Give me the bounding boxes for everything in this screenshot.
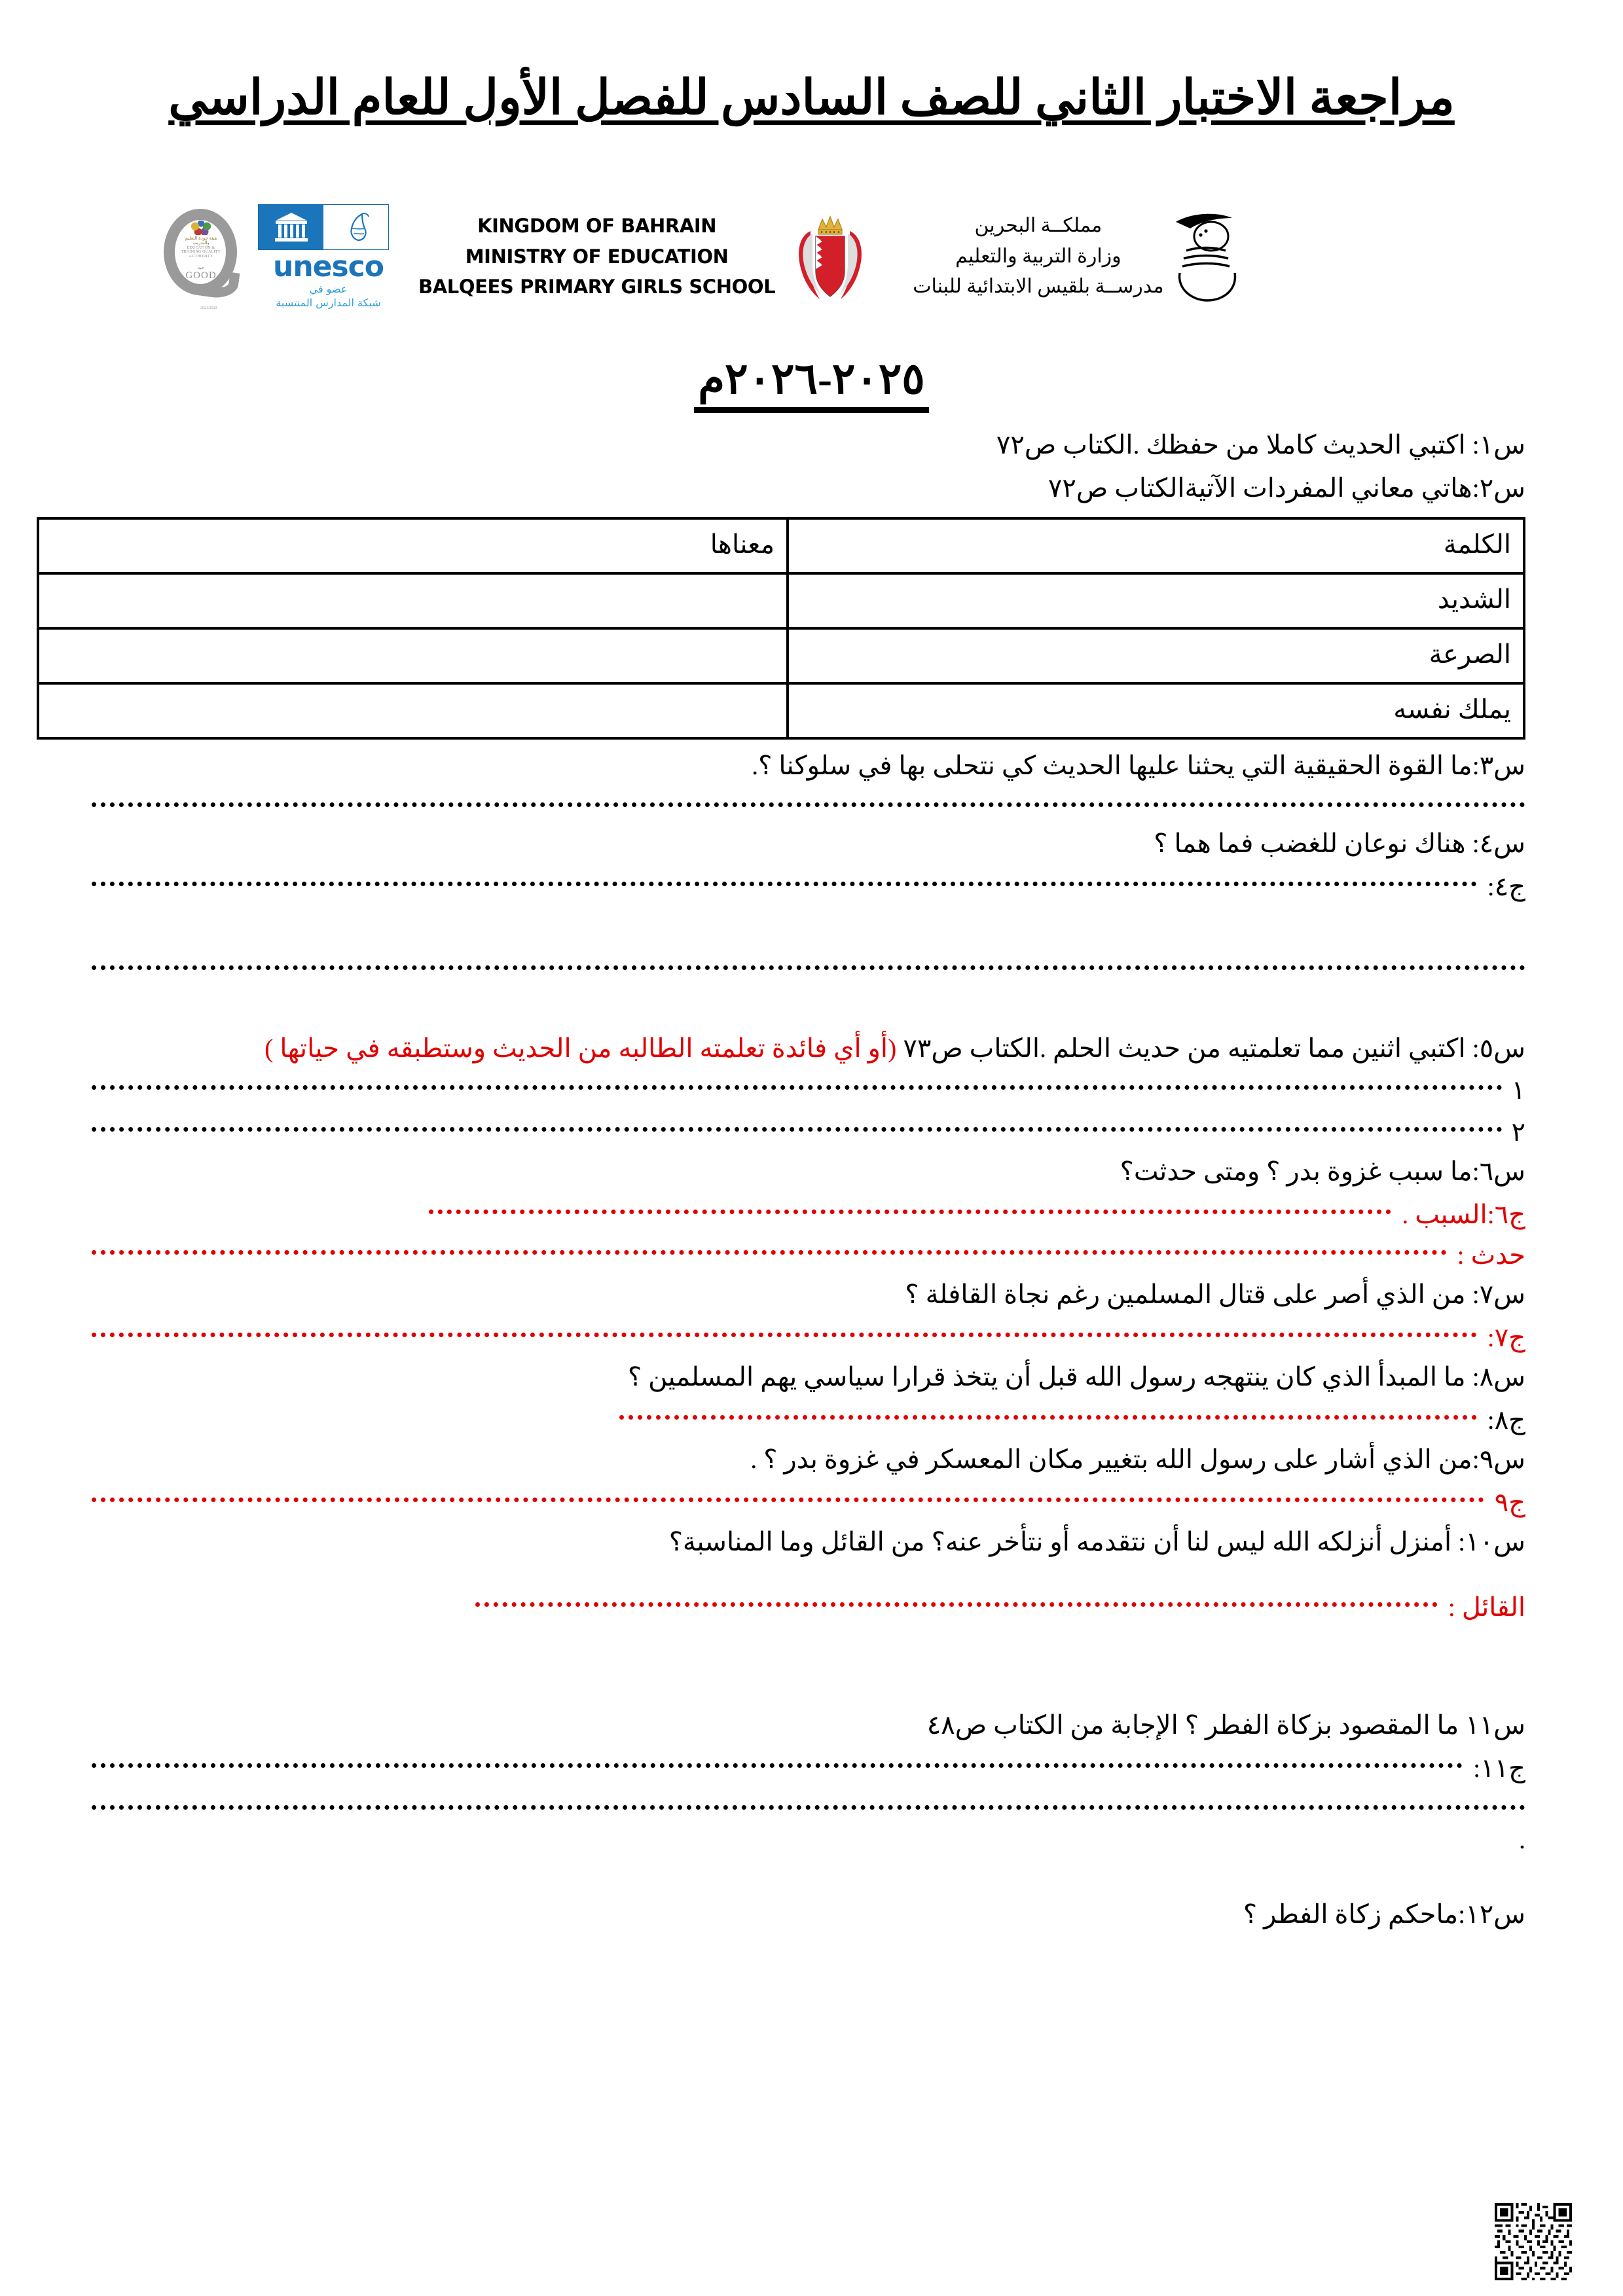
table-row	[38, 683, 1524, 738]
answer-line-q4-extra[interactable]	[92, 965, 1525, 970]
table-cell-word: الصرعة	[788, 628, 1524, 683]
arabic-line-school: مدرســة بلقيس الابتدائية للبنات	[913, 276, 1164, 298]
answer-4-label: ج٤:	[1487, 872, 1525, 901]
question-5-note: (أو أي فائدة تعلمته الطالبه من الحديث وستطبقه في حياتها )	[264, 1033, 897, 1063]
answer-line-q6-reason[interactable]	[429, 1210, 1391, 1214]
arabic-line-kingdom: مملكــة البحرين	[974, 215, 1103, 237]
quality-dots-icon	[191, 221, 211, 235]
answer-6-row	[92, 1195, 1525, 1234]
answer-7-row	[92, 1318, 1525, 1357]
quality-authority-logo	[155, 200, 246, 314]
table-cell-meaning[interactable]	[38, 628, 788, 683]
question-5-item-2-number: ٢	[1511, 1117, 1525, 1147]
quality-rating-arabic: جيد	[197, 264, 205, 270]
table-header-row	[38, 518, 1524, 573]
english-line-school: BALQEES PRIMARY GIRLS SCHOOL	[418, 276, 776, 298]
letterhead	[155, 191, 1438, 322]
english-ministry-block	[418, 211, 775, 303]
arabic-calligraphy-icon	[1164, 207, 1249, 306]
answer-7-label: ج٧:	[1487, 1323, 1525, 1352]
unesco-subtitle-line-2: شبكة المدارس المنتسبة	[276, 296, 381, 309]
table-row	[38, 628, 1524, 683]
answer-line-q5-item-2[interactable]	[92, 1127, 1503, 1132]
question-10: س١٠: أمنزل أنزلكه الله ليس لنا أن نتقدمه أو نتأخر عنه؟ من القائل وما المناسبة؟	[668, 1527, 1525, 1556]
quality-rating-english: GOOD	[185, 270, 217, 281]
answer-8-row	[92, 1401, 1525, 1440]
qr-code-icon	[1495, 2203, 1572, 2280]
answer-line-q5-item-1[interactable]	[92, 1085, 1503, 1090]
answer-line-q11[interactable]	[92, 1763, 1463, 1768]
unesco-temple-panel	[259, 205, 323, 249]
answer-line-q9[interactable]	[92, 1498, 1484, 1502]
answer-11-label: ج١١:	[1473, 1753, 1525, 1783]
vocabulary-table	[37, 517, 1525, 740]
question-7: س٧: من الذي أصر على قتال المسلمين رغم نجاة القافلة ؟	[905, 1280, 1525, 1309]
arabic-line-ministry: وزارة التربية والتعليم	[955, 245, 1122, 267]
answer-6-label: ج٦:السبب .	[1402, 1200, 1525, 1229]
academic-year-text: ٢٠٢٥-٢٠٢٦م	[694, 353, 928, 413]
question-12: س١٢:ماحكم زكاة الفطر ؟	[1243, 1899, 1525, 1929]
table-row	[38, 573, 1524, 628]
qr-code[interactable]	[1495, 2203, 1572, 2280]
question-6: س٦:ما سبب غزوة بدر ؟ ومتى حدثت؟	[1120, 1157, 1525, 1186]
answer-line-q6-when[interactable]	[92, 1250, 1447, 1255]
table-header-word: الكلمة	[788, 518, 1524, 573]
question-2: س٢:هاتي معاني المفردات الآتيةالكتاب ص٧٢	[1048, 473, 1525, 503]
table-header-meaning: معناها	[38, 518, 788, 573]
question-8: س٨: ما المبدأ الذي كان ينتهجه رسول الله قبل أن يتخذ قرارا سياسي يهم المسلمين ؟	[627, 1362, 1525, 1391]
question-5-main: س٥: اكتبي اثنين مما تعلمتيه من حديث الحلم .الكتاب ص٧٣	[903, 1033, 1525, 1063]
answer-line-q7[interactable]	[92, 1333, 1477, 1337]
table-cell-word: الشديد	[788, 573, 1524, 628]
bahrain-national-emblem	[791, 207, 869, 306]
unesco-logo	[258, 204, 399, 310]
answer-8-label: ج٨:	[1487, 1405, 1525, 1435]
answer-9-label: ج٩	[1494, 1488, 1525, 1517]
question-3: س٣:ما القوة الحقيقية التي يحثنا عليها الحديث كي نتحلى بها في سلوكنا ؟.	[752, 751, 1525, 780]
unesco-subtitle-line-1: عضو في	[309, 282, 348, 295]
question-9: س٩:من الذي أشار على رسول الله بتغيير مكان المعسكر في غزوة بدر ؟ .	[750, 1444, 1525, 1474]
academic-year	[0, 353, 1623, 413]
question-5-item-2-row	[92, 1113, 1525, 1152]
page-title: مراجعة الاختبار الثاني للصف السادس للفصل الأول للعام الدراسي	[168, 71, 1455, 125]
question-1: س١: اكتبي الحديث كاملا من حفظك .الكتاب ص٧٢	[996, 430, 1525, 459]
answer-line-q4[interactable]	[92, 882, 1477, 886]
question-4: س٤: هناك نوعان للغضب فما هما ؟	[1154, 829, 1525, 858]
question-5	[92, 1029, 1525, 1068]
answer-10-row	[92, 1588, 1525, 1627]
quality-authority-arabic-name: هيئة جودة التعليم والتدريب	[185, 235, 217, 246]
answer-line-q8[interactable]	[619, 1415, 1477, 1420]
unesco-dove-icon	[342, 211, 370, 243]
question-5-item-1-row	[92, 1071, 1525, 1110]
bahrain-shield-icon	[791, 207, 869, 306]
questions-body	[92, 425, 1525, 1938]
answer-line-q10[interactable]	[475, 1602, 1438, 1607]
unesco-emblem	[258, 204, 389, 250]
greek-temple-icon	[273, 211, 310, 243]
english-line-kingdom: KINGDOM OF BAHRAIN	[477, 214, 717, 237]
unesco-wordmark: unesco	[273, 249, 384, 283]
answer-10-label: القائل :	[1448, 1592, 1525, 1622]
quality-authority-english-name: EDUCATION & TRAINING QUALITY AUTHORITY	[181, 245, 221, 259]
trailing-dot: .	[1519, 1825, 1525, 1854]
answer-11-row	[92, 1749, 1525, 1788]
question-11: س١١ ما المقصود بزكاة الفطر ؟ الإجابة من الكتاب ص٤٨	[926, 1710, 1525, 1740]
calligraphy-mark-icon	[1164, 207, 1249, 306]
quality-rating-year: 2021/2022	[200, 306, 217, 310]
table-cell-meaning[interactable]	[38, 683, 788, 738]
answer-6-when-label: حدث :	[1457, 1240, 1525, 1270]
quality-logo-inner	[178, 218, 224, 286]
answer-line-q11-extra[interactable]	[92, 1805, 1525, 1810]
answer-4-row	[92, 867, 1525, 906]
english-line-ministry: MINISTRY OF EDUCATION	[465, 245, 729, 268]
answer-line-q3[interactable]	[92, 802, 1525, 807]
table-cell-word: يملك نفسه	[788, 683, 1524, 738]
answer-6-when-row	[92, 1236, 1525, 1275]
question-5-item-1-number: ١	[1511, 1075, 1525, 1105]
arabic-ministry-block	[913, 211, 1163, 302]
answer-9-row	[92, 1483, 1525, 1522]
unesco-bird-panel	[323, 205, 388, 249]
table-cell-meaning[interactable]	[38, 573, 788, 628]
